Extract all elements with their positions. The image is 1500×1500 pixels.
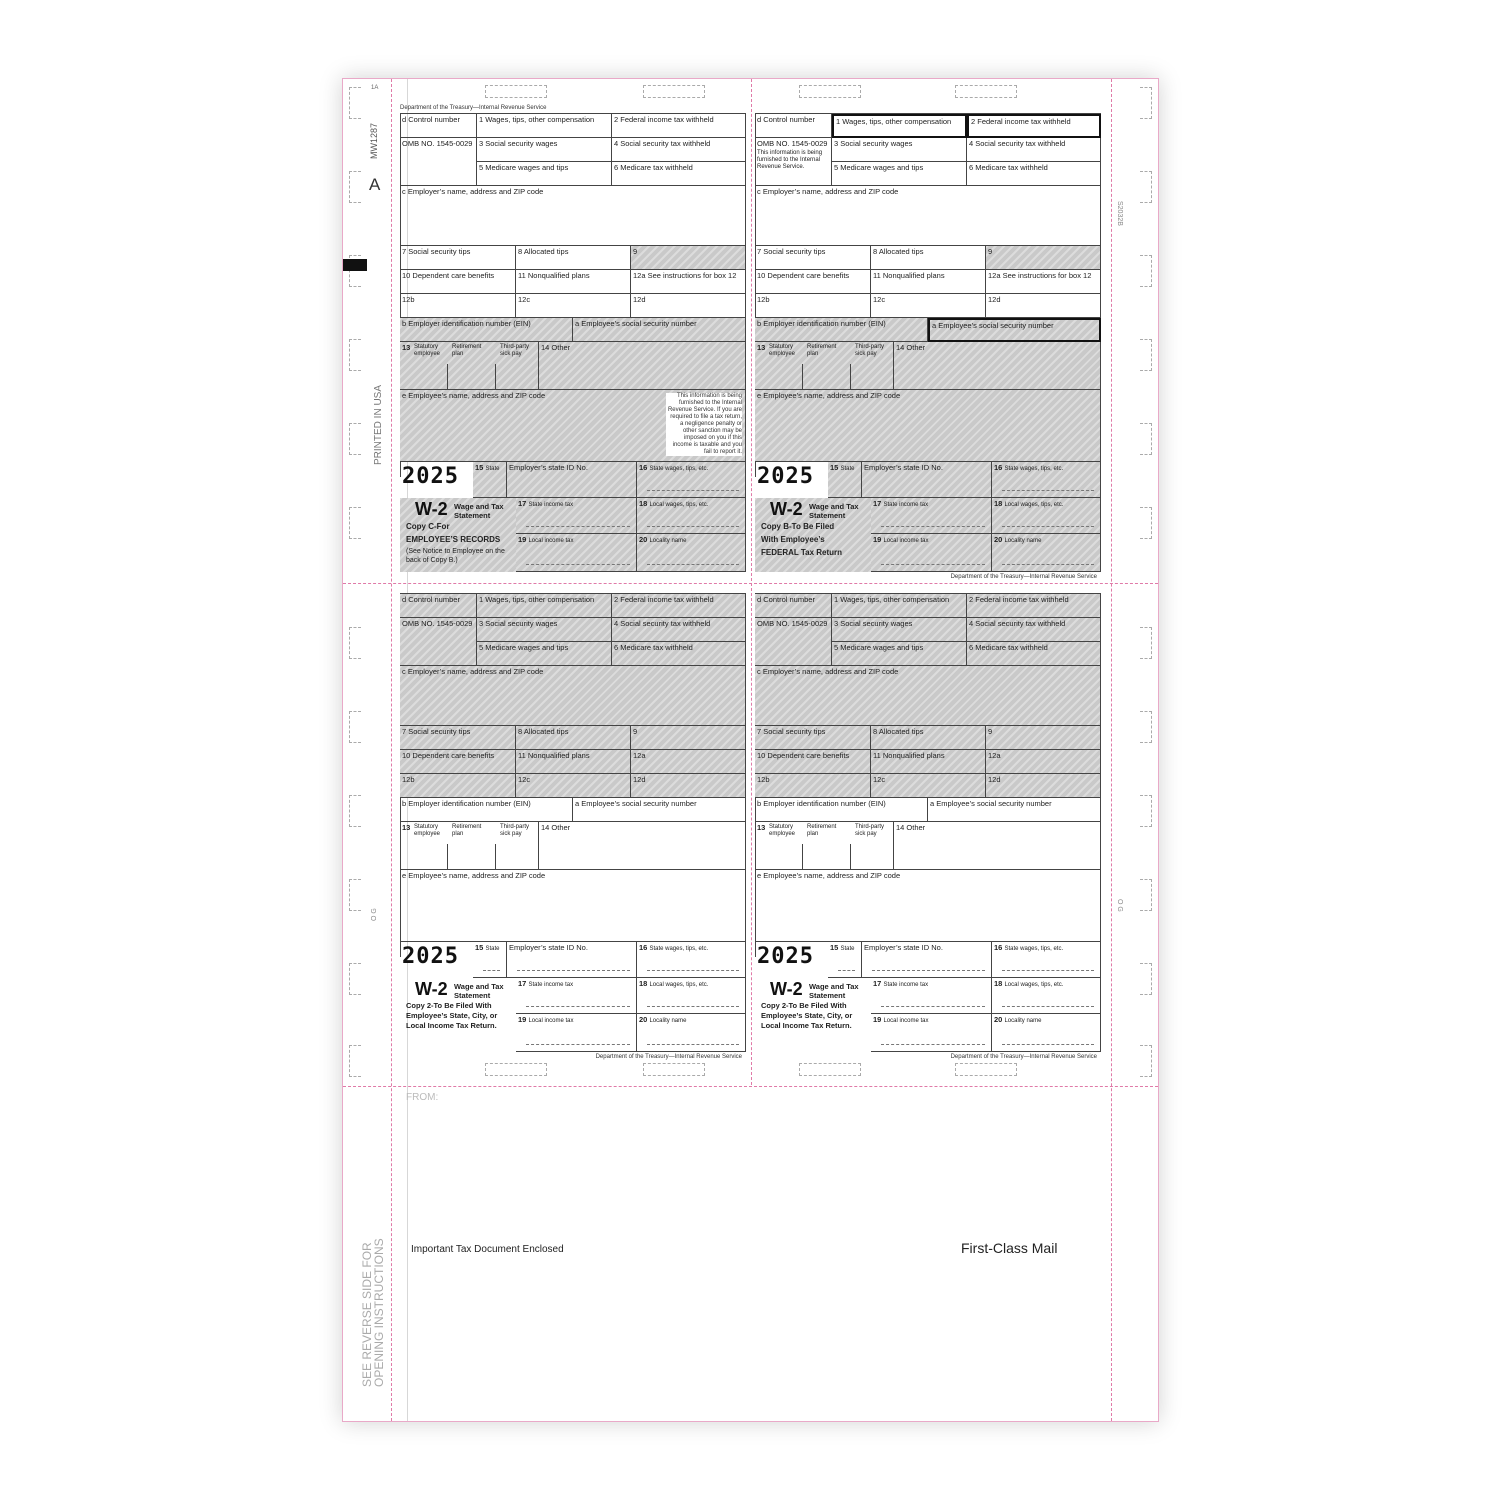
og-right: O G [1116, 899, 1123, 912]
box17-label: 17 [873, 499, 882, 508]
state-wages-label: State wages, tips, etc. [649, 466, 709, 472]
wage-tax-statement: Wage and Tax Statement [454, 982, 504, 1000]
box12c-label: 12c [518, 295, 531, 304]
local-income-label: Local income tax [528, 538, 574, 544]
local-income-label: Local income tax [528, 1018, 574, 1024]
box12c-label: 12c [518, 775, 531, 784]
box16-label: 16 [639, 943, 648, 952]
box9-label: 9 [988, 247, 993, 256]
copy-b-line2: With Employee’s [761, 535, 825, 544]
important-tax-document: Important Tax Document Enclosed [411, 1244, 564, 1255]
box11-label: 11 Nonqualified plans [873, 271, 945, 280]
tax-year: 2025 [757, 944, 814, 969]
box3-label: 3 Social security wages [834, 139, 913, 148]
box18-label: 18 [994, 979, 1003, 988]
box3-label: 3 Social security wages [479, 619, 558, 628]
box4-label: 4 Social security tax withheld [614, 139, 711, 148]
tax-year: 2025 [757, 464, 814, 489]
box20-label: 20 [994, 1015, 1003, 1024]
center-perforation [751, 79, 752, 1085]
tax-year: 2025 [402, 944, 459, 969]
box17-label: 17 [518, 499, 527, 508]
box10-label: 10 Dependent care benefits [402, 271, 495, 280]
wage-tax-statement: Wage and Tax Statement [454, 502, 504, 520]
w2-copy-2-right [755, 581, 1101, 1061]
w2-copy-2-left [400, 581, 746, 1061]
box16-label: 16 [639, 463, 648, 472]
dept-label: Department of the Treasury—Internal Revenue Service [595, 1054, 742, 1060]
box12d-label: 12d [633, 295, 646, 304]
mw-code: MW1287 [369, 122, 379, 159]
box7-label: 7 Social security tips [757, 727, 826, 736]
employee-name-label: e Employee’s name, address and ZIP code [757, 871, 901, 880]
box1-label: 1 Wages, tips, other compensation [834, 595, 950, 604]
box14-label: 14 Other [896, 823, 926, 832]
first-class-mail: First-Class Mail [961, 1240, 1058, 1256]
box12d-label: 12d [988, 295, 1001, 304]
copy-b-line3: FEDERAL Tax Return [761, 548, 843, 557]
w2-mailer-sheet [342, 78, 1159, 1422]
statutory-label: Statutory employee [769, 824, 796, 837]
ein-label: b Employer identification number (EIN) [757, 319, 886, 328]
state-income-label: State income tax [528, 982, 574, 988]
state-id-label: Employer’s state ID No. [864, 943, 943, 952]
box12b-label: 12b [402, 295, 415, 304]
omb-label: OMB NO. 1545-0029 [402, 619, 473, 628]
box4-label: 4 Social security tax withheld [969, 139, 1066, 148]
omb-label: OMB NO. 1545-0029 [757, 139, 828, 148]
thirdparty-label: Third-party sick pay [500, 344, 530, 357]
box15-label: 15 [475, 943, 484, 952]
box14-label: 14 Other [541, 823, 571, 832]
box8-label: 8 Allocated tips [518, 247, 569, 256]
box9-label: 9 [633, 247, 638, 256]
locality-label: Locality name [1004, 1018, 1042, 1024]
copy-2-title: Copy 2-To Be Filed With Employee’s State, City, or Local Income Tax Return. [761, 1001, 853, 1030]
copy-c-subtitle: EMPLOYEE’S RECORDS [406, 535, 501, 544]
employer-name-label: c Employer’s name, address and ZIP code [402, 187, 544, 196]
box20-label: 20 [639, 1015, 648, 1024]
locality-label: Locality name [649, 1018, 687, 1024]
retirement-label: Retirement plan [807, 344, 837, 357]
box5-label: 5 Medicare wages and tips [479, 643, 569, 652]
box12b-label: 12b [757, 775, 770, 784]
copy-letter: A [369, 175, 381, 194]
tax-year: 2025 [402, 464, 459, 489]
state-income-label: State income tax [883, 502, 929, 508]
local-wages-label: Local wages, tips, etc. [649, 502, 709, 508]
right-code: S2032B [1116, 201, 1123, 226]
employer-name-label: c Employer’s name, address and ZIP code [757, 667, 899, 676]
box6-label: 6 Medicare tax withheld [614, 163, 693, 172]
local-income-label: Local income tax [883, 538, 929, 544]
box13-label: 13 [757, 343, 766, 352]
printed-in-usa: PRINTED IN USA [373, 384, 384, 465]
statutory-label: Statutory employee [414, 344, 441, 357]
dept-label: Department of the Treasury—Internal Revenue Service [400, 105, 547, 111]
ein-label: b Employer identification number (EIN) [402, 799, 531, 808]
box12b-label: 12b [402, 775, 415, 784]
code-1a: 1A [371, 85, 379, 91]
w2-copy-b [755, 101, 1101, 581]
box19-label: 19 [518, 1015, 527, 1024]
statutory-label: Statutory employee [769, 344, 796, 357]
control-number-label: d Control number [402, 595, 460, 604]
box10-label: 10 Dependent care benefits [757, 271, 850, 280]
employee-name-label: e Employee’s name, address and ZIP code [402, 391, 546, 400]
local-income-label: Local income tax [883, 1018, 929, 1024]
state-label: State [485, 466, 500, 472]
box2-label: 2 Federal income tax withheld [614, 595, 714, 604]
state-id-label: Employer’s state ID No. [864, 463, 943, 472]
box19-label: 19 [518, 535, 527, 544]
box14-label: 14 Other [896, 343, 926, 352]
box3-label: 3 Social security wages [834, 619, 913, 628]
ssn-label: a Employee’s social security number [930, 799, 1052, 808]
box1-label: 1 Wages, tips, other compensation [479, 595, 595, 604]
retirement-label: Retirement plan [452, 824, 482, 837]
copy-2-title: Copy 2-To Be Filed With Employee’s State, City, or Local Income Tax Return. [406, 1001, 498, 1030]
retirement-label: Retirement plan [807, 824, 837, 837]
registration-mark [343, 259, 367, 271]
box10-label: 10 Dependent care benefits [402, 751, 495, 760]
left-perforation [391, 79, 392, 1421]
box12d-label: 12d [988, 775, 1001, 784]
wage-tax-statement: Wage and Tax Statement [809, 502, 859, 520]
copy-c-title: Copy C-For [406, 522, 450, 531]
form-w2-title: W-2 [770, 499, 803, 519]
bottom-perforation [343, 1086, 1158, 1087]
box15-label: 15 [830, 943, 839, 952]
ssn-label: a Employee’s social security number [575, 799, 697, 808]
box12b-label: 12b [757, 295, 770, 304]
retirement-label: Retirement plan [452, 344, 482, 357]
box4-label: 4 Social security tax withheld [969, 619, 1066, 628]
box9-label: 9 [988, 727, 993, 736]
control-number-label: d Control number [757, 595, 815, 604]
box11-label: 11 Nonqualified plans [518, 271, 590, 280]
box15-label: 15 [475, 463, 484, 472]
box12c-label: 12c [873, 295, 886, 304]
state-label: State [840, 946, 855, 952]
box7-label: 7 Social security tips [402, 727, 471, 736]
dept-label: Department of the Treasury—Internal Revenue Service [950, 574, 1097, 580]
box12a-label: 12a See instructions for box 12 [988, 271, 1092, 280]
employee-name-label: e Employee’s name, address and ZIP code [402, 871, 546, 880]
employer-name-label: c Employer’s name, address and ZIP code [402, 667, 544, 676]
box4-label: 4 Social security tax withheld [614, 619, 711, 628]
box20-label: 20 [639, 535, 648, 544]
state-id-label: Employer’s state ID No. [509, 463, 588, 472]
ssn-label: a Employee’s social security number [932, 321, 1054, 330]
furnished-note: This information is being furnished to the Internal Revenue Service. If you are required to file a tax return, a negligence penalty or other sanction may be imposed on you if this income is taxable and you fail to report it. [667, 393, 742, 455]
og-left: O G [371, 908, 378, 921]
box11-label: 11 Nonqualified plans [873, 751, 945, 760]
box8-label: 8 Allocated tips [873, 727, 924, 736]
w2-copy-c [400, 101, 746, 581]
box6-label: 6 Medicare tax withheld [969, 163, 1048, 172]
box8-label: 8 Allocated tips [873, 247, 924, 256]
local-wages-label: Local wages, tips, etc. [1004, 982, 1064, 988]
local-wages-label: Local wages, tips, etc. [1004, 502, 1064, 508]
state-wages-label: State wages, tips, etc. [1004, 466, 1064, 472]
box6-label: 6 Medicare tax withheld [969, 643, 1048, 652]
box5-label: 5 Medicare wages and tips [834, 643, 924, 652]
box18-label: 18 [639, 979, 648, 988]
box12c-label: 12c [873, 775, 886, 784]
thirdparty-label: Third-party sick pay [855, 824, 885, 837]
thirdparty-label: Third-party sick pay [855, 344, 885, 357]
box16-label: 16 [994, 943, 1003, 952]
state-wages-label: State wages, tips, etc. [649, 946, 709, 952]
box2-label: 2 Federal income tax withheld [614, 115, 714, 124]
box3-label: 3 Social security wages [479, 139, 558, 148]
locality-label: Locality name [1004, 538, 1042, 544]
thirdparty-label: Third-party sick pay [500, 824, 530, 837]
state-income-label: State income tax [883, 982, 929, 988]
box5-label: 5 Medicare wages and tips [479, 163, 569, 172]
box17-label: 17 [873, 979, 882, 988]
box7-label: 7 Social security tips [757, 247, 826, 256]
see-reverse-instructions: SEE REVERSE SIDE FOR OPENING INSTRUCTIONS [360, 1238, 386, 1387]
box10-label: 10 Dependent care benefits [757, 751, 850, 760]
box2-label: 2 Federal income tax withheld [971, 117, 1071, 126]
box6-label: 6 Medicare tax withheld [614, 643, 693, 652]
statutory-label: Statutory employee [414, 824, 441, 837]
box18-label: 18 [639, 499, 648, 508]
omb-note: This information is being furnished to the Internal Revenue Service. [757, 150, 823, 170]
control-number-label: d Control number [757, 115, 815, 124]
box12a-label: 12a [988, 751, 1001, 760]
box5-label: 5 Medicare wages and tips [834, 163, 924, 172]
box19-label: 19 [873, 1015, 882, 1024]
state-label: State [840, 466, 855, 472]
ein-label: b Employer identification number (EIN) [402, 319, 531, 328]
box13-label: 13 [402, 823, 411, 832]
state-income-label: State income tax [528, 502, 574, 508]
box14-label: 14 Other [541, 343, 571, 352]
dept-label: Department of the Treasury—Internal Revenue Service [950, 1054, 1097, 1060]
box15-label: 15 [830, 463, 839, 472]
locality-label: Locality name [649, 538, 687, 544]
box13-label: 13 [402, 343, 411, 352]
form-w2-title: W-2 [415, 979, 448, 999]
employer-name-label: c Employer’s name, address and ZIP code [757, 187, 899, 196]
state-id-label: Employer’s state ID No. [509, 943, 588, 952]
employee-name-label: e Employee’s name, address and ZIP code [757, 391, 901, 400]
box1-label: 1 Wages, tips, other compensation [836, 117, 952, 126]
state-wages-label: State wages, tips, etc. [1004, 946, 1064, 952]
right-perforation [1111, 79, 1112, 1421]
box11-label: 11 Nonqualified plans [518, 751, 590, 760]
box2-label: 2 Federal income tax withheld [969, 595, 1069, 604]
ssn-label: a Employee’s social security number [575, 319, 697, 328]
ein-label: b Employer identification number (EIN) [757, 799, 886, 808]
state-label: State [485, 946, 500, 952]
box19-label: 19 [873, 535, 882, 544]
box8-label: 8 Allocated tips [518, 727, 569, 736]
box18-label: 18 [994, 499, 1003, 508]
omb-label: OMB NO. 1545-0029 [402, 139, 473, 148]
box12a-label: 12a See instructions for box 12 [633, 271, 737, 280]
control-number-label: d Control number [402, 115, 460, 124]
wage-tax-statement: Wage and Tax Statement [809, 982, 859, 1000]
box12a-label: 12a [633, 751, 646, 760]
copy-c-notice: (See Notice to Employee on the back of Copy B.) [406, 548, 505, 564]
box17-label: 17 [518, 979, 527, 988]
local-wages-label: Local wages, tips, etc. [649, 982, 709, 988]
box9-label: 9 [633, 727, 638, 736]
box7-label: 7 Social security tips [402, 247, 471, 256]
box16-label: 16 [994, 463, 1003, 472]
form-w2-title: W-2 [770, 979, 803, 999]
omb-label: OMB NO. 1545-0029 [757, 619, 828, 628]
copy-b-title: Copy B-To Be Filed [761, 522, 835, 531]
box12d-label: 12d [633, 775, 646, 784]
box1-label: 1 Wages, tips, other compensation [479, 115, 595, 124]
form-w2-title: W-2 [415, 499, 448, 519]
box13-label: 13 [757, 823, 766, 832]
from-label: FROM: [406, 1092, 439, 1103]
box20-label: 20 [994, 535, 1003, 544]
